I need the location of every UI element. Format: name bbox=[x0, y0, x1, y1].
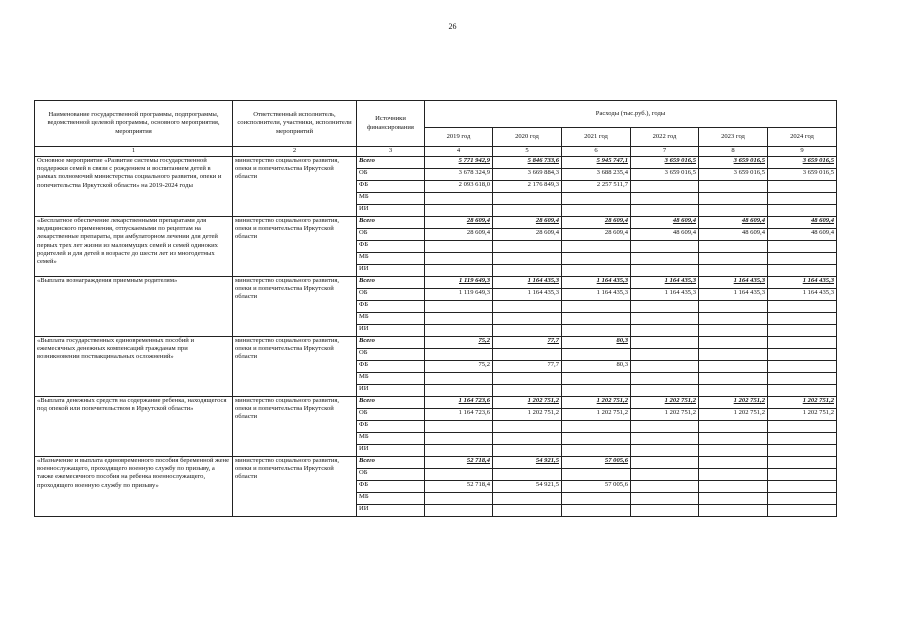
funding-source: ОБ bbox=[357, 349, 425, 361]
expense-value bbox=[493, 349, 562, 361]
expense-value bbox=[631, 325, 699, 337]
expense-value bbox=[562, 241, 631, 253]
expense-value: 1 119 649,3 bbox=[425, 277, 493, 289]
expense-value bbox=[493, 241, 562, 253]
expense-value bbox=[562, 325, 631, 337]
table-row bbox=[35, 217, 837, 229]
expense-value bbox=[631, 433, 699, 445]
table-row bbox=[35, 337, 837, 349]
expense-value bbox=[699, 457, 768, 469]
expense-value: 54 921,5 bbox=[493, 481, 562, 493]
expense-value: 77,7 bbox=[493, 337, 562, 349]
expense-value bbox=[425, 505, 493, 517]
expense-value bbox=[425, 301, 493, 313]
header-year: 2021 год bbox=[562, 128, 631, 147]
funding-source: МБ bbox=[357, 433, 425, 445]
responsible-executor: министерство социального развития, опеки и попечительства Иркутской области bbox=[233, 217, 357, 277]
funding-source: Всего bbox=[357, 157, 425, 169]
expense-value: 3 678 324,9 bbox=[425, 169, 493, 181]
expense-value bbox=[768, 193, 837, 205]
expense-value: 1 164 435,3 bbox=[699, 277, 768, 289]
expense-value bbox=[699, 241, 768, 253]
expense-value bbox=[493, 421, 562, 433]
expense-value bbox=[631, 265, 699, 277]
funding-source: Всего bbox=[357, 457, 425, 469]
expense-value: 1 202 751,2 bbox=[493, 397, 562, 409]
responsible-executor: министерство социального развития, опеки и попечительства Иркутской области bbox=[233, 397, 357, 457]
funding-source: ФБ bbox=[357, 301, 425, 313]
funding-source: ИИ bbox=[357, 445, 425, 457]
expense-value: 48 609,4 bbox=[768, 229, 837, 241]
expense-value bbox=[768, 505, 837, 517]
expense-value bbox=[425, 349, 493, 361]
expense-value bbox=[699, 265, 768, 277]
funding-source: ИИ bbox=[357, 385, 425, 397]
expense-value: 80,3 bbox=[562, 361, 631, 373]
expense-value bbox=[699, 325, 768, 337]
expense-value: 3 688 235,4 bbox=[562, 169, 631, 181]
expense-value: 54 921,5 bbox=[493, 457, 562, 469]
expense-value bbox=[493, 301, 562, 313]
expense-value bbox=[699, 301, 768, 313]
expense-value bbox=[631, 301, 699, 313]
expense-value bbox=[768, 457, 837, 469]
responsible-executor: министерство социального развития, опеки и попечительства Иркутской области bbox=[233, 337, 357, 397]
expense-value bbox=[562, 493, 631, 505]
funding-source: ОБ bbox=[357, 469, 425, 481]
funding-source: МБ bbox=[357, 313, 425, 325]
expense-value bbox=[768, 433, 837, 445]
expense-value: 1 164 435,3 bbox=[631, 277, 699, 289]
expense-value: 1 202 751,2 bbox=[631, 397, 699, 409]
expense-value: 75,2 bbox=[425, 361, 493, 373]
expense-value bbox=[493, 493, 562, 505]
expense-value: 1 202 751,2 bbox=[768, 397, 837, 409]
column-number: 6 bbox=[562, 147, 631, 157]
funding-source: ФБ bbox=[357, 481, 425, 493]
expense-value bbox=[631, 349, 699, 361]
expense-value: 77,7 bbox=[493, 361, 562, 373]
funding-source: ОБ bbox=[357, 169, 425, 181]
expense-value: 1 164 435,3 bbox=[699, 289, 768, 301]
expense-value bbox=[493, 433, 562, 445]
activity-name: «Выплата вознаграждения приемным родителям» bbox=[35, 277, 233, 337]
funding-source: Всего bbox=[357, 397, 425, 409]
header-year: 2019 год bbox=[425, 128, 493, 147]
expense-value bbox=[768, 493, 837, 505]
expense-value bbox=[768, 349, 837, 361]
expense-value bbox=[768, 337, 837, 349]
expense-value: 1 164 435,3 bbox=[493, 277, 562, 289]
expense-value bbox=[699, 349, 768, 361]
expense-value: 1 164 723,6 bbox=[425, 409, 493, 421]
expense-value: 28 609,4 bbox=[562, 229, 631, 241]
expense-value bbox=[493, 265, 562, 277]
expense-value: 1 202 751,2 bbox=[699, 409, 768, 421]
expense-value bbox=[562, 349, 631, 361]
expense-value bbox=[493, 193, 562, 205]
expense-value bbox=[425, 265, 493, 277]
expense-value bbox=[699, 181, 768, 193]
expense-value bbox=[768, 361, 837, 373]
funding-source: МБ bbox=[357, 253, 425, 265]
expense-value: 1 119 649,3 bbox=[425, 289, 493, 301]
expense-value bbox=[631, 481, 699, 493]
expense-value bbox=[562, 205, 631, 217]
expense-value bbox=[768, 313, 837, 325]
expense-value bbox=[493, 325, 562, 337]
expense-value: 1 202 751,2 bbox=[699, 397, 768, 409]
expense-value bbox=[631, 253, 699, 265]
expense-value: 48 609,4 bbox=[631, 229, 699, 241]
expense-value bbox=[562, 433, 631, 445]
expense-value bbox=[562, 253, 631, 265]
header-year: 2020 год bbox=[493, 128, 562, 147]
column-number: 7 bbox=[631, 147, 699, 157]
activity-name: «Бесплатное обеспечение лекарственными препаратами для медицинского применения, отпускаемыми по рецептам на лекарственные препараты, при амбулаторном лечении для детей первых трех лет жизни из малоимущих семей и семей одиноких родителей и для детей в возрасте до шести лет из многодетных семей» bbox=[35, 217, 233, 277]
expense-value bbox=[562, 373, 631, 385]
expense-value bbox=[425, 385, 493, 397]
expense-value bbox=[631, 457, 699, 469]
expense-value: 2 176 849,3 bbox=[493, 181, 562, 193]
funding-source: ФБ bbox=[357, 361, 425, 373]
expense-value bbox=[493, 445, 562, 457]
expense-value: 5 771 942,9 bbox=[425, 157, 493, 169]
expense-value bbox=[631, 181, 699, 193]
funding-source: ИИ bbox=[357, 265, 425, 277]
expense-value bbox=[699, 361, 768, 373]
expense-value: 48 609,4 bbox=[699, 217, 768, 229]
table-row bbox=[35, 457, 837, 469]
expense-value: 3 659 016,5 bbox=[631, 169, 699, 181]
header-executor: Ответственный исполнитель, соисполнители, участники, исполнители мероприятий bbox=[233, 101, 357, 147]
table-body bbox=[35, 157, 837, 517]
expense-value bbox=[425, 373, 493, 385]
expense-value bbox=[425, 421, 493, 433]
responsible-executor: министерство социального развития, опеки и попечительства Иркутской области bbox=[233, 157, 357, 217]
expense-value: 1 164 435,3 bbox=[562, 289, 631, 301]
expense-value bbox=[699, 193, 768, 205]
table-row bbox=[35, 157, 837, 169]
activity-name: «Выплата государственных единовременных пособий и ежемесячных денежных компенсаций гражданам при возникновении поствакцинальных осложнений» bbox=[35, 337, 233, 397]
expense-value bbox=[768, 265, 837, 277]
expense-value bbox=[631, 493, 699, 505]
expense-value bbox=[768, 469, 837, 481]
expense-value: 1 164 435,3 bbox=[768, 289, 837, 301]
page-number: 26 bbox=[448, 22, 457, 31]
expense-value bbox=[631, 469, 699, 481]
activity-name: Основное мероприятие «Развитие системы государственной поддержки семей в связи с рождением и воспитанием детей в рамках полномочий министерства социального развития, опеки и попечительства Иркутской области» на 2019-2024 годы bbox=[35, 157, 233, 217]
expense-value: 57 005,6 bbox=[562, 481, 631, 493]
column-number: 3 bbox=[357, 147, 425, 157]
funding-source: МБ bbox=[357, 373, 425, 385]
expense-value bbox=[631, 361, 699, 373]
expense-value bbox=[425, 193, 493, 205]
expense-value: 1 202 751,2 bbox=[631, 409, 699, 421]
funding-source: ФБ bbox=[357, 421, 425, 433]
expense-value bbox=[768, 205, 837, 217]
funding-source: ФБ bbox=[357, 181, 425, 193]
funding-source: Всего bbox=[357, 337, 425, 349]
expense-value bbox=[631, 313, 699, 325]
funding-source: ИИ bbox=[357, 325, 425, 337]
expense-value bbox=[425, 493, 493, 505]
funding-source: ИИ bbox=[357, 505, 425, 517]
expense-value bbox=[699, 313, 768, 325]
funding-source: ОБ bbox=[357, 289, 425, 301]
header-year: 2022 год bbox=[631, 128, 699, 147]
expense-value bbox=[699, 445, 768, 457]
expense-value: 3 659 016,5 bbox=[768, 169, 837, 181]
table-row bbox=[35, 277, 837, 289]
expense-value bbox=[768, 181, 837, 193]
expense-value bbox=[699, 337, 768, 349]
expense-value: 48 609,4 bbox=[699, 229, 768, 241]
expense-value bbox=[493, 505, 562, 517]
expense-value bbox=[699, 433, 768, 445]
funding-source: МБ bbox=[357, 493, 425, 505]
expense-value bbox=[768, 373, 837, 385]
responsible-executor: министерство социального развития, опеки и попечительства Иркутской области bbox=[233, 277, 357, 337]
expense-value: 1 202 751,2 bbox=[493, 409, 562, 421]
expense-value bbox=[425, 445, 493, 457]
expense-value: 3 659 016,5 bbox=[631, 157, 699, 169]
header-source: Источники финансирования bbox=[357, 101, 425, 147]
expense-value bbox=[699, 373, 768, 385]
expense-value bbox=[493, 373, 562, 385]
funding-source: МБ bbox=[357, 193, 425, 205]
header-expenses: Расходы (тыс.руб.), годы bbox=[425, 101, 837, 128]
expense-value bbox=[699, 253, 768, 265]
expense-value bbox=[562, 469, 631, 481]
funding-source: Всего bbox=[357, 277, 425, 289]
expense-value: 1 164 435,3 bbox=[493, 289, 562, 301]
expense-value bbox=[631, 445, 699, 457]
expense-value bbox=[631, 505, 699, 517]
column-number: 4 bbox=[425, 147, 493, 157]
expense-value bbox=[768, 253, 837, 265]
column-number: 5 bbox=[493, 147, 562, 157]
expense-value bbox=[699, 421, 768, 433]
expense-value: 1 202 751,2 bbox=[768, 409, 837, 421]
expense-value bbox=[562, 385, 631, 397]
expense-value bbox=[699, 505, 768, 517]
expense-value: 52 718,4 bbox=[425, 457, 493, 469]
expense-value bbox=[425, 253, 493, 265]
expense-value bbox=[699, 469, 768, 481]
expense-value: 1 164 435,3 bbox=[631, 289, 699, 301]
expense-value: 28 609,4 bbox=[425, 229, 493, 241]
responsible-executor: министерство социального развития, опеки и попечительства Иркутской области bbox=[233, 457, 357, 517]
expense-value bbox=[493, 469, 562, 481]
expense-value bbox=[425, 241, 493, 253]
expense-value: 75,2 bbox=[425, 337, 493, 349]
expense-value: 80,3 bbox=[562, 337, 631, 349]
expense-value bbox=[631, 373, 699, 385]
column-number: 9 bbox=[768, 147, 837, 157]
expense-value bbox=[631, 193, 699, 205]
expense-value bbox=[493, 253, 562, 265]
funding-source: ОБ bbox=[357, 229, 425, 241]
expense-value: 3 659 016,5 bbox=[768, 157, 837, 169]
expense-value bbox=[562, 421, 631, 433]
funding-source: Всего bbox=[357, 217, 425, 229]
funding-source: ОБ bbox=[357, 409, 425, 421]
expense-value: 48 609,4 bbox=[631, 217, 699, 229]
expense-value bbox=[631, 421, 699, 433]
expense-value: 5 846 733,6 bbox=[493, 157, 562, 169]
expense-value: 28 609,4 bbox=[493, 229, 562, 241]
expense-value bbox=[562, 505, 631, 517]
funding-source: ИИ bbox=[357, 205, 425, 217]
expense-value bbox=[768, 481, 837, 493]
expense-value: 1 164 435,3 bbox=[562, 277, 631, 289]
expense-value bbox=[425, 469, 493, 481]
expense-value bbox=[768, 325, 837, 337]
expense-value: 28 609,4 bbox=[425, 217, 493, 229]
expense-value: 2 093 618,0 bbox=[425, 181, 493, 193]
expense-value: 1 164 435,3 bbox=[768, 277, 837, 289]
funding-source: ФБ bbox=[357, 241, 425, 253]
expense-value: 48 609,4 bbox=[768, 217, 837, 229]
expense-value bbox=[562, 445, 631, 457]
expense-value bbox=[699, 493, 768, 505]
expense-value bbox=[699, 205, 768, 217]
expense-value bbox=[631, 337, 699, 349]
expense-value bbox=[562, 301, 631, 313]
expense-value bbox=[768, 421, 837, 433]
expense-value: 3 659 016,5 bbox=[699, 169, 768, 181]
expense-value: 3 659 016,5 bbox=[699, 157, 768, 169]
activity-name: «Выплата денежных средств на содержание ребенка, находящегося под опекой или попечительством в Иркутской области» bbox=[35, 397, 233, 457]
expense-value: 2 257 511,7 bbox=[562, 181, 631, 193]
column-number: 2 bbox=[233, 147, 357, 157]
expense-value bbox=[768, 241, 837, 253]
expense-value: 28 609,4 bbox=[562, 217, 631, 229]
expense-value bbox=[493, 313, 562, 325]
expense-value bbox=[699, 385, 768, 397]
expense-value bbox=[425, 325, 493, 337]
expense-value bbox=[631, 205, 699, 217]
expense-value: 1 164 723,6 bbox=[425, 397, 493, 409]
expense-value bbox=[493, 205, 562, 217]
column-number: 1 bbox=[35, 147, 233, 157]
expense-value: 1 202 751,2 bbox=[562, 409, 631, 421]
expense-value: 57 005,6 bbox=[562, 457, 631, 469]
expense-value bbox=[425, 205, 493, 217]
expense-value bbox=[562, 313, 631, 325]
expense-value: 3 669 884,3 bbox=[493, 169, 562, 181]
expense-value bbox=[631, 385, 699, 397]
expense-value bbox=[768, 385, 837, 397]
expense-value bbox=[562, 265, 631, 277]
expense-value: 28 609,4 bbox=[493, 217, 562, 229]
activity-name: «Назначение и выплата единовременного пособия беременной жене военнослужащего, проходящего военную службу по призыву, а также ежемесячного пособия на ребенка военнослужащего, проходящего военную службу по призыву» bbox=[35, 457, 233, 517]
budget-table bbox=[34, 100, 837, 517]
expense-value: 5 945 747,1 bbox=[562, 157, 631, 169]
expense-value bbox=[425, 433, 493, 445]
expense-value bbox=[699, 481, 768, 493]
expense-value: 52 718,4 bbox=[425, 481, 493, 493]
expense-value bbox=[425, 313, 493, 325]
table-row bbox=[35, 397, 837, 409]
expense-value bbox=[493, 385, 562, 397]
expense-value bbox=[768, 445, 837, 457]
header-year: 2024 год bbox=[768, 128, 837, 147]
expense-value bbox=[631, 241, 699, 253]
expense-value bbox=[562, 193, 631, 205]
expense-value: 1 202 751,2 bbox=[562, 397, 631, 409]
expense-value bbox=[768, 301, 837, 313]
header-name: Наименование государственной программы, подпрограммы, ведомственной целевой программы, основного мероприятия, мероприятия bbox=[35, 101, 233, 147]
column-number: 8 bbox=[699, 147, 768, 157]
header-year: 2023 год bbox=[699, 128, 768, 147]
